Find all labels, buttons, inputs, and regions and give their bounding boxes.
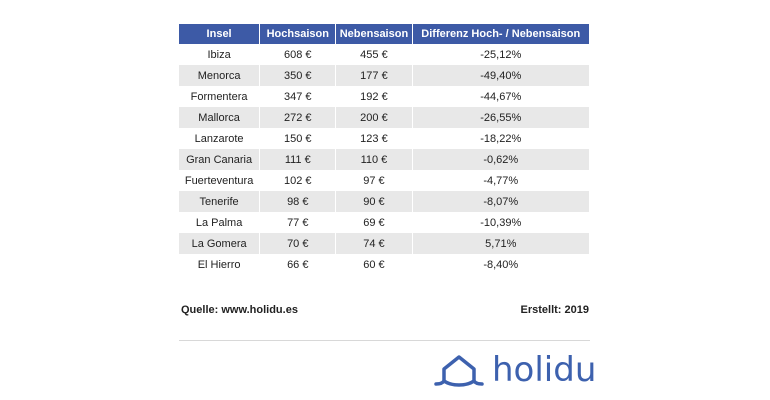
table-row [179, 170, 589, 191]
table-row [179, 128, 589, 149]
cell-high-season: 66 € [260, 254, 335, 275]
source-label: Quelle: www.holidu.es [181, 304, 298, 316]
cell-difference: -49,40% [413, 65, 589, 86]
cell-island: La Gomera [179, 233, 259, 254]
cell-low-season: 192 € [336, 86, 411, 107]
cell-high-season: 347 € [260, 86, 335, 107]
header-low-season: Nebensaison [336, 24, 411, 44]
cell-island: Mallorca [179, 107, 259, 128]
cell-high-season: 608 € [260, 44, 335, 65]
cell-difference: 5,71% [413, 233, 589, 254]
cell-high-season: 350 € [260, 65, 335, 86]
cell-island: Gran Canaria [179, 149, 259, 170]
cell-island: La Palma [179, 212, 259, 233]
cell-difference: -44,67% [413, 86, 589, 107]
cell-difference: -0,62% [413, 149, 589, 170]
cell-low-season: 60 € [336, 254, 411, 275]
table-row [179, 233, 589, 254]
cell-difference: -26,55% [413, 107, 589, 128]
table-row [179, 86, 589, 107]
table-row [179, 212, 589, 233]
price-table-container [179, 24, 589, 275]
table-row [179, 44, 589, 65]
cell-high-season: 77 € [260, 212, 335, 233]
table-row [179, 191, 589, 212]
cell-low-season: 177 € [336, 65, 411, 86]
cell-high-season: 98 € [260, 191, 335, 212]
cell-high-season: 111 € [260, 149, 335, 170]
cell-low-season: 455 € [336, 44, 411, 65]
cell-high-season: 102 € [260, 170, 335, 191]
divider [179, 340, 590, 341]
cell-difference: -4,77% [413, 170, 589, 191]
cell-high-season: 70 € [260, 233, 335, 254]
cell-island: Tenerife [179, 191, 259, 212]
cell-high-season: 150 € [260, 128, 335, 149]
table-row [179, 254, 589, 275]
cell-island: Menorca [179, 65, 259, 86]
cell-low-season: 90 € [336, 191, 411, 212]
cell-low-season: 123 € [336, 128, 411, 149]
cell-low-season: 200 € [336, 107, 411, 128]
cell-difference: -25,12% [413, 44, 589, 65]
header-island: Insel [179, 24, 259, 44]
cell-difference: -8,07% [413, 191, 589, 212]
cell-difference: -8,40% [413, 254, 589, 275]
cell-difference: -18,22% [413, 128, 589, 149]
holidu-logo [432, 350, 597, 392]
created-label: Erstellt: 2019 [520, 304, 589, 316]
header-difference: Differenz Hoch- / Nebensaison [413, 24, 589, 44]
header-high-season: Hochsaison [260, 24, 335, 44]
cell-island: El Hierro [179, 254, 259, 275]
cell-high-season: 272 € [260, 107, 335, 128]
table-row [179, 65, 589, 86]
cell-difference: -10,39% [413, 212, 589, 233]
table-row [179, 107, 589, 128]
cell-island: Ibiza [179, 44, 259, 65]
cell-low-season: 97 € [336, 170, 411, 191]
cell-island: Formentera [179, 86, 259, 107]
cell-island: Lanzarote [179, 128, 259, 149]
table-row [179, 149, 589, 170]
logo-text: holidu [492, 350, 597, 390]
cell-low-season: 69 € [336, 212, 411, 233]
cell-low-season: 74 € [336, 233, 411, 254]
price-table [178, 24, 590, 275]
house-icon [432, 354, 488, 390]
table-header-row [179, 24, 589, 44]
cell-low-season: 110 € [336, 149, 411, 170]
cell-island: Fuerteventura [179, 170, 259, 191]
